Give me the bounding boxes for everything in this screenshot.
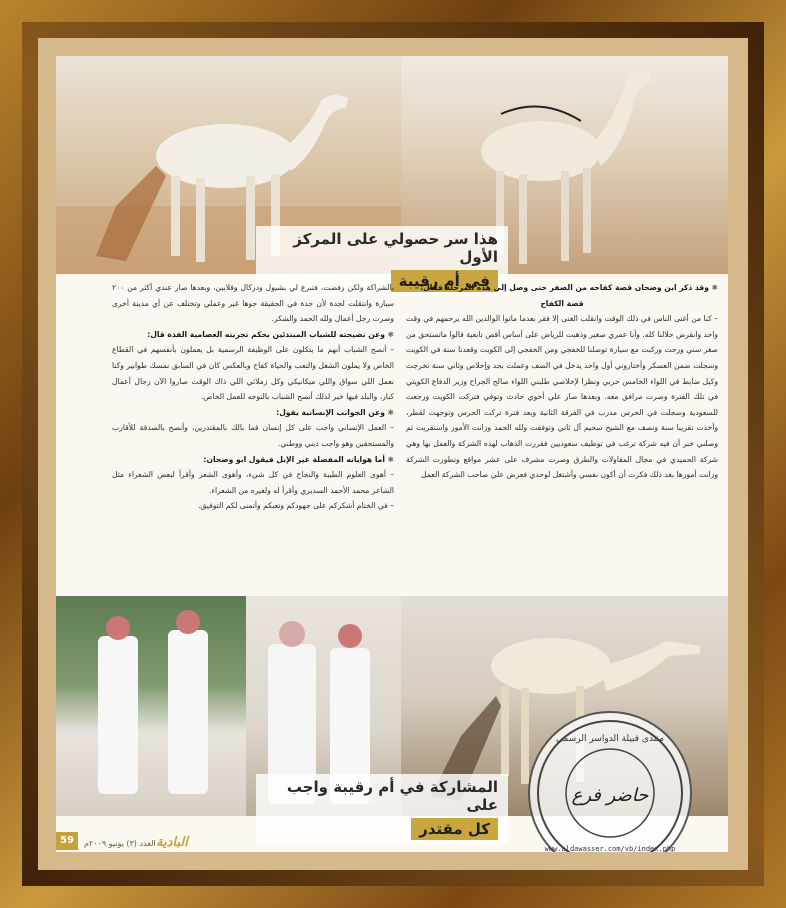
right-text-column	[406, 280, 718, 594]
question-3: ✱ أما هواياته المفضلة غير الإبل فيقول ابو وضحان:	[203, 454, 394, 464]
star-icon: ✱	[384, 329, 394, 339]
left-paragraph-1: بالشراكة ولكن رفضت، فتبرع لي بشيول ودركال وقلابين، وبعدها صار عندي أكثر من ٢٠٠ سيارة وانتقلت لجدة لأن جدة في الحقيقة جوها غير وعملي وتختلف عن أي مدينة أخرى وصرت رجل أعمال ولله الحمد والشكر.	[112, 283, 394, 324]
page-number: 59	[56, 832, 78, 850]
issue-info: العدد (٣) يونيو ٢٠٠٩م	[84, 839, 156, 848]
star-icon: ✱	[384, 407, 394, 417]
answer-2: – العمل الإنساني واجب على كل إنسان فما بالك بالمقتدرين، وأنصح بالصدقة للأقارب والمستحقين وهو واجب ديني ووطني.	[112, 423, 394, 448]
star-icon: ✱	[384, 454, 394, 464]
question-1: ✱ وعن نصيحته للشباب المبتدئين بحكم تجربته العصامية الفذة قال:	[147, 329, 394, 339]
caption-line-2: كل مقتدر	[411, 818, 498, 840]
answer-3: – أهوى العلوم الطيبة والنجاح في كل شيء، وأهوى الشعر وأقرأ لبعض الشعراء مثل الشاعر محمد الأحمد السديري وأقرأ له ولغيره من الشعراء.	[112, 470, 394, 495]
svg-text:حاضر فرع: حاضر فرع	[571, 785, 649, 806]
question-2: ✱ وعن الجوانب الإنسانية يقول:	[276, 407, 394, 417]
section-subheading: قصة الكفاح	[540, 298, 584, 308]
caption-line-1: هذا سر حصولي على المركز الأول	[293, 230, 498, 266]
page-footer	[56, 830, 728, 852]
caption-line-1: المشاركة في أم رقيبة واجب على	[286, 778, 498, 814]
star-icon: ✱	[708, 283, 718, 292]
answer-4: – في الختام أشكركم على جهودكم وتعبكم وأتمنى لكم التوفيق.	[198, 501, 394, 511]
magazine-page	[56, 56, 728, 852]
intro-paragraph: ✱ وقد ذكر ابن وضحان قصة كفاحه من الصفر حتى وصل إلى هذه المرحلة فقال:	[420, 283, 718, 292]
men-photo-left	[56, 596, 246, 816]
story-paragraph: – كنا من أغنى الناس في ذلك الوقت وانقلب الغنى إلا فقر بعدما ماتوا الوالدين الله يرحمهم في وقت واحد وانقرض حلالنا كله. وأنا عمري صغير وذهبت للرياض على أساس أقص تابعية قالوا ماتستحق من صغر سني ورحت وركبت مع سيارة توصلنا للخفجي ومن الخفجي إلى الكويت وقعدنا سنة في الكويت وسجلت ضمن العسكر وأختاروني أول واحد يدخل في الصف وعملت بجد وإخلاص وثاني سنة تخرجت وكيل ضابط في اللواء الخامس حربي ونظرا لإخلاصي طلبني اللواء صالح الجراح وزير الدفاع الكويتي في تلك الفترة وصرت مرافق معه. وبعدها صار علي أخوي حادث وتوفي فتركت الكويت ورجعت للسعودية وسجلت في الحرس مدرب في الفرقة الثانية وبعد فترة تركت الحرس وتوجهت لقطر، وأخذت تقريبا سنة ونصف مع الشيخ سحيم آل ثاني وتوفقت ولله الحمد وزانت الأمور واستقريت ثم وصلني خبر أن فيه شركة ترغب في توظيف سعوديين فقررت الذهاب لهذه الشركة والعمل بها وهي شركة الحميدي في مجال المقاولات والطرق وصرت مشرف على عشر مواقع وتطورت الشركة وزانت أمورها بعد ذلك فكرت أن أكون نفسي وأشتغل لوحدي فعرض علي صاحب الشركة العمل	[406, 314, 718, 480]
svg-text:منتدى قبيلة الدواسر الرسمي: منتدى قبيلة الدواسر الرسمي	[556, 734, 664, 744]
svg-text:www.aldawasser.com/vb/index.ph: www.aldawasser.com/vb/index.php	[544, 845, 676, 852]
caption-line-2: في أم رقيبة	[391, 270, 498, 292]
answer-1: – أنصح الشباب أنهم ما يتكلون على الوظيفة الرسمية بل يعملون بأنفسهم في القطاع الخاص ولا يملون الشغل والتعب والحياة كفاح وبالعكس كان في السابق نمسك طوابير وكنا نعمل اللي سواق واللي ميكانيكي وكل زملائي اللي ذاك الوقت صاروا الآن رجال أعمال كبار، والبلد فيها خير لذلك أنصح الشباب بالتوجه للعمل الخاص.	[112, 345, 394, 402]
magazine-logo: البادية	[156, 835, 188, 850]
two-men-image	[56, 596, 246, 816]
left-text-column	[112, 280, 394, 594]
